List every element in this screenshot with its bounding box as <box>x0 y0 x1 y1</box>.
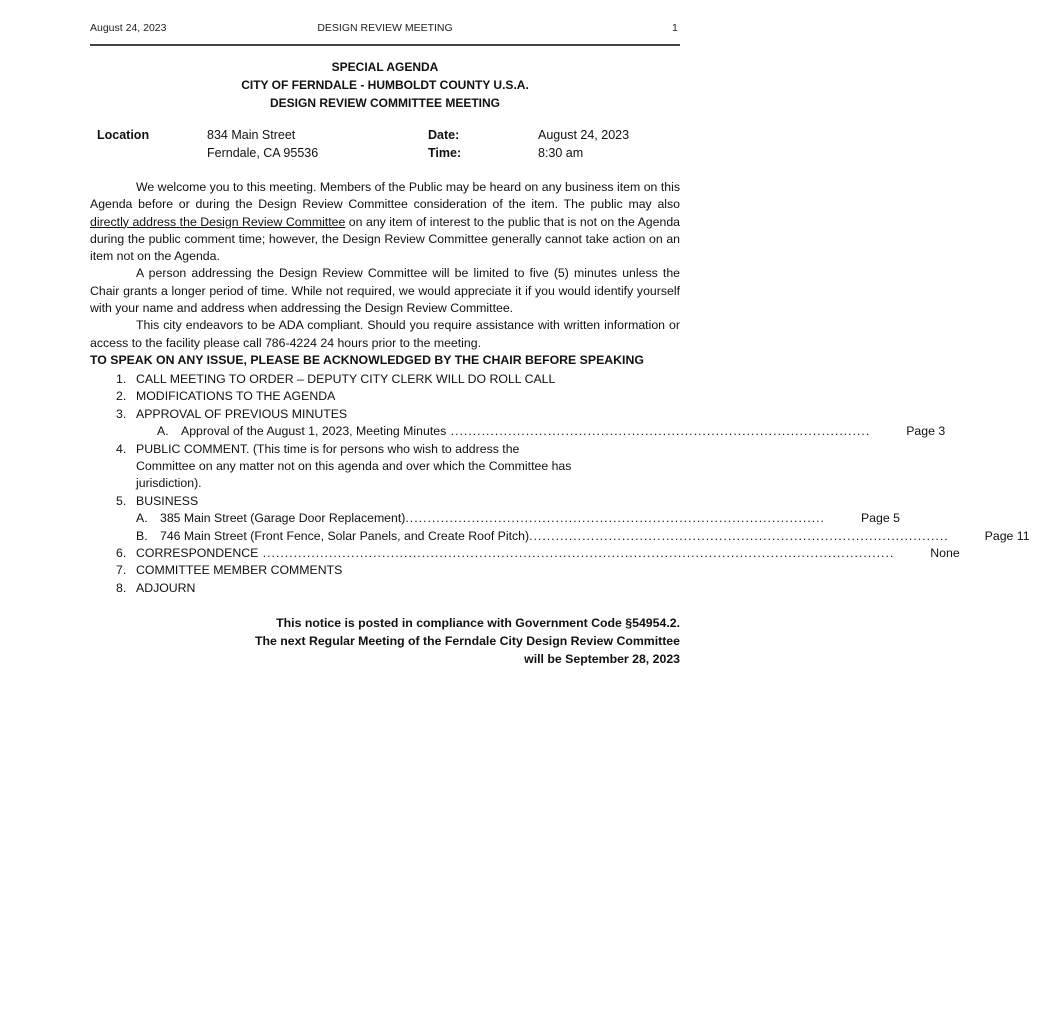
subitem-letter: A. <box>157 424 169 439</box>
item-number: 2. <box>116 389 127 404</box>
intro-p1-end: on any item of interest to the public that is not on the Agenda during the public comment time; however, the Design Review Committee generally cannot take action on an item not on the Agenda. <box>90 214 680 264</box>
header-date: August 24, 2023 <box>90 22 167 34</box>
item-text: APPROVAL OF PREVIOUS MINUTES <box>136 406 348 421</box>
intro-paragraph-2: A person addressing the Design Review Committee will be limited to five (5) minutes unless the Chair grants a longer period of time. While not required, we would appreciate it if you would identify yourself with your name and address when addressing the Design Review Committee. <box>90 266 680 316</box>
agenda-item <box>90 371 680 388</box>
agenda-item <box>90 406 680 423</box>
address-line-1: 834 Main Street <box>207 128 296 142</box>
agenda-item <box>90 562 680 579</box>
item-number: 1. <box>116 372 127 386</box>
speak-notice: TO SPEAK ON ANY ISSUE, PLEASE BE ACKNOWLEDGED BY THE CHAIR BEFORE SPEAKING <box>90 352 644 367</box>
time-value: 8:30 am <box>538 146 584 160</box>
header-title: DESIGN REVIEW MEETING <box>317 22 453 34</box>
notice-line-3: will be September 28, 2023 <box>524 652 680 666</box>
time-label: Time: <box>428 146 462 160</box>
title-line-2: CITY OF FERNDALE - HUMBOLDT COUNTY U.S.A. <box>241 78 529 92</box>
date-time-labels <box>428 126 461 162</box>
location-address <box>207 126 318 162</box>
title-line-3: DESIGN REVIEW COMMITTEE MEETING <box>269 96 500 110</box>
leader-dots: ............................................................................................................................................... <box>258 546 895 561</box>
intro-paragraph-3: This city endeavors to be ADA compliant. Should you require assistance with written information or access to the facility please call 786-4224 24 hours prior to the meeting. <box>90 318 680 350</box>
item-number: 5. <box>116 493 127 508</box>
item-text: PUBLIC COMMENT. (This time is for persons who wish to address the Committee on any matter not on this agenda and over which the Committee has jurisdiction). <box>136 441 572 491</box>
subitem-letter: B. <box>136 528 148 543</box>
item-text: COMMITTEE MEMBER COMMENTS <box>136 563 343 578</box>
subitem-text: Approval of the August 1, 2023, Meeting Minutes <box>181 424 447 439</box>
leader-dots: ............................................................................................... <box>446 424 871 439</box>
item-text: CALL MEETING TO ORDER – DEPUTY CITY CLERK WILL DO ROLL CALL <box>136 372 556 386</box>
subitem-page: Page 3 <box>906 424 946 439</box>
agenda-subitem <box>90 528 1030 545</box>
leader-dots: ............................................................................................... <box>405 511 825 526</box>
agenda-title <box>90 58 680 112</box>
subitem-page: Page 5 <box>860 511 900 526</box>
agenda-item <box>90 441 680 493</box>
agenda-item <box>90 580 680 597</box>
item-text: MODIFICATIONS TO THE AGENDA <box>136 389 336 404</box>
agenda-subitem <box>90 423 946 440</box>
date-time-values <box>538 126 629 162</box>
intro-paragraph-1 <box>90 179 680 265</box>
item-text: ADJOURN <box>136 580 196 595</box>
item-number: 4. <box>116 441 127 456</box>
subitem-text: 385 Main Street (Garage Door Replacement) <box>160 511 406 526</box>
header-page-number: 1 <box>672 22 678 34</box>
item-number: 3. <box>116 406 127 421</box>
subitem-text: 746 Main Street (Front Fence, Solar Panels, and Create Roof Pitch) <box>160 528 530 543</box>
agenda-subitem <box>90 510 900 527</box>
item-number: 7. <box>116 563 127 578</box>
agenda-item <box>90 388 680 405</box>
intro-p1-underlined: directly address the Design Review Committee <box>90 214 346 229</box>
title-line-1: SPECIAL AGENDA <box>331 60 439 74</box>
subitem-page: Page 11 <box>984 528 1030 543</box>
date-label: Date: <box>428 128 460 142</box>
address-line-2: Ferndale, CA 95536 <box>207 146 319 160</box>
item-page: None <box>930 546 960 561</box>
date-value: August 24, 2023 <box>538 128 630 142</box>
agenda-item <box>90 493 680 510</box>
intro-text <box>90 179 680 369</box>
notice-line-1: This notice is posted in compliance with Government Code §54954.2. <box>276 616 680 630</box>
intro-p1-start: We welcome you to this meeting. Members of the Public may be heard on any business item on this Agenda before or during the Design Review Committee consideration of the item. The public may also <box>90 180 680 212</box>
subitem-letter: A. <box>136 511 148 526</box>
item-text: BUSINESS <box>136 493 199 508</box>
posting-notice <box>90 614 680 668</box>
location-label: Location <box>97 128 150 142</box>
header-rule <box>90 44 680 46</box>
agenda-list <box>90 371 1030 597</box>
notice-line-2: The next Regular Meeting of the Ferndale City Design Review Committee <box>254 634 680 648</box>
item-text: CORRESPONDENCE <box>136 546 259 561</box>
item-number: 6. <box>116 546 127 561</box>
item-number: 8. <box>116 580 127 595</box>
leader-dots: ............................................................................................... <box>529 528 949 543</box>
agenda-item <box>90 545 960 562</box>
